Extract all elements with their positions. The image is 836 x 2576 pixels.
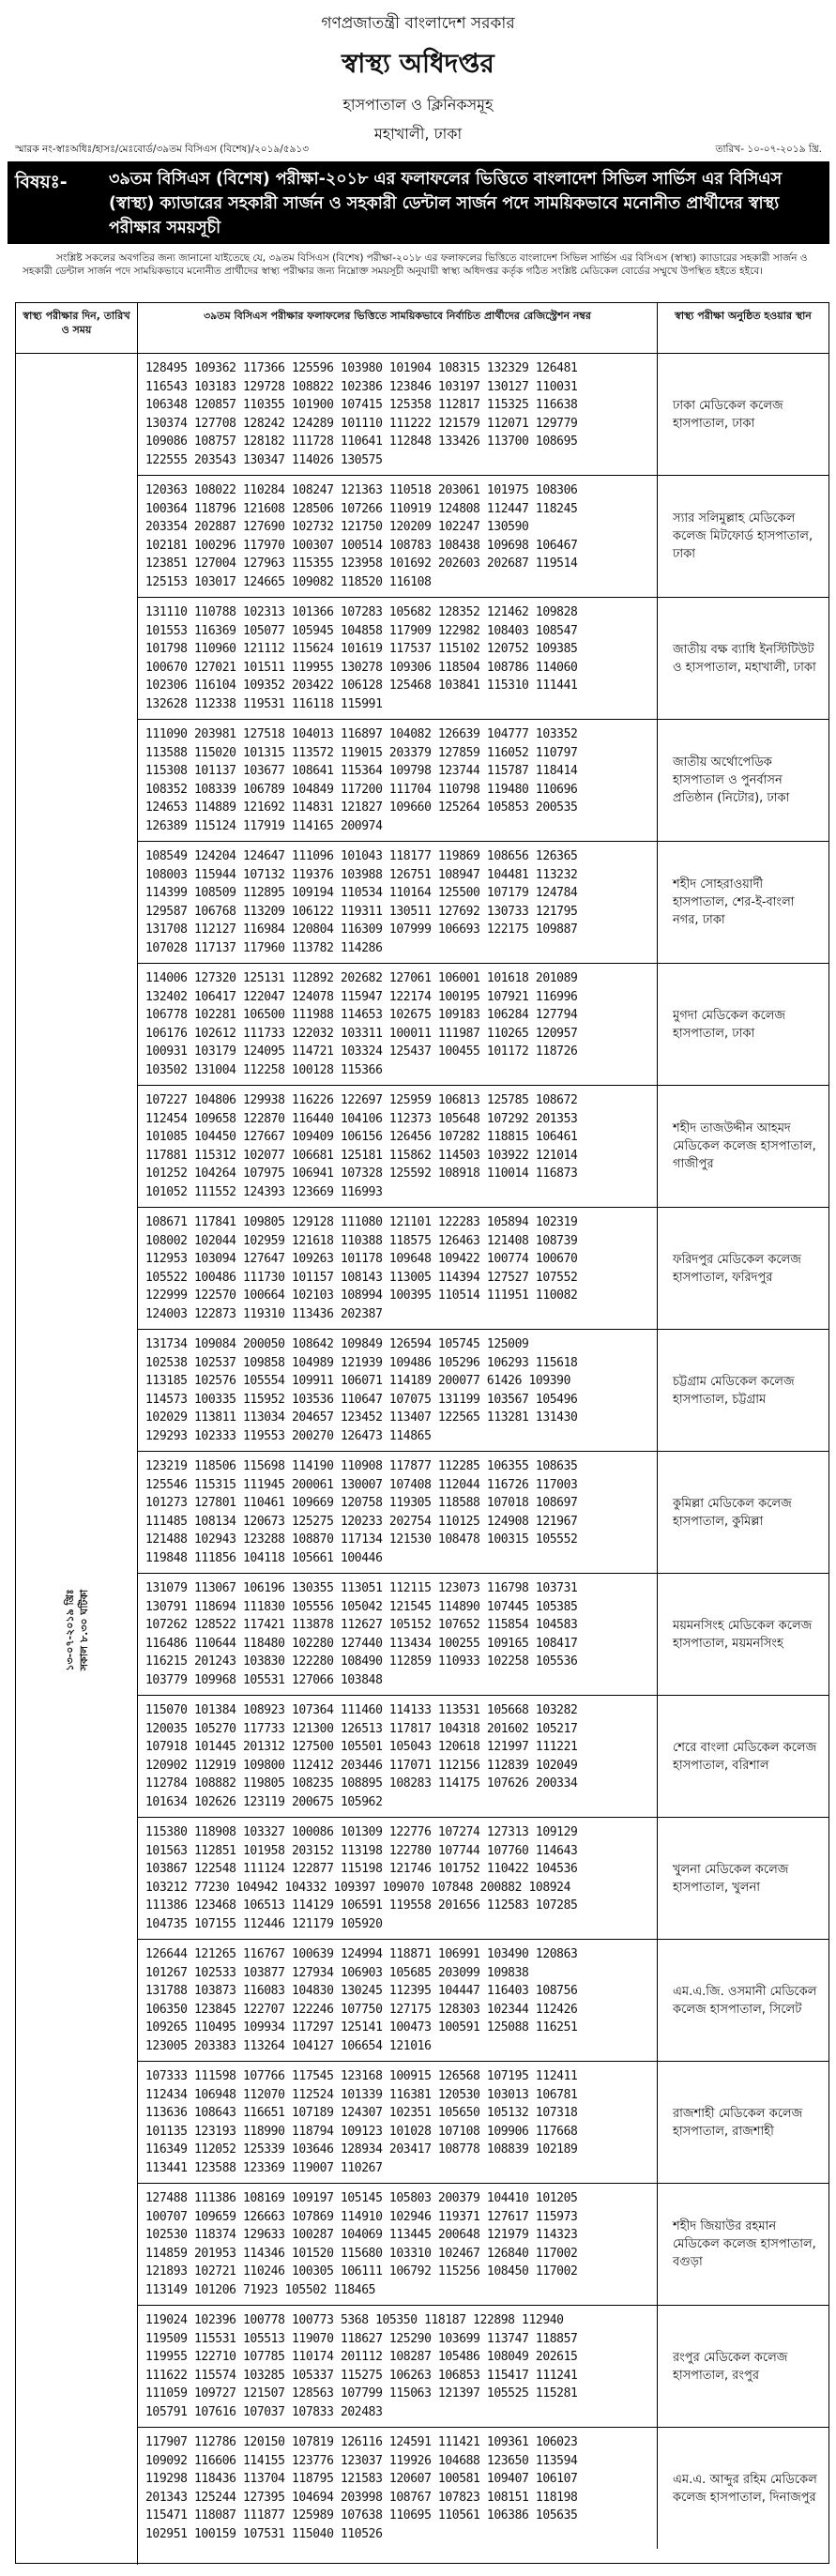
registration-line: 101267 102533 103877 127934 106903 105685 203099 109838: [145, 1965, 529, 1980]
registration-line: 109265 110495 109934 117297 125141 100473 100591 125088 116251: [145, 2020, 578, 2035]
registration-line: 113636 108643 116651 107189 124307 102351 105650 105132 107318: [145, 2106, 578, 2120]
registration-line: 102538 102537 109858 104989 121939 109486 105296 106293 115618: [145, 1355, 578, 1370]
table-row: [138, 1330, 828, 1452]
registration-line: 120035 105270 117733 121300 126513 117817 104318 201602 105217: [145, 1721, 578, 1736]
registration-line: 101553 116369 105077 105945 104858 117909 122982 108403 108547: [145, 623, 578, 638]
registration-numbers: [138, 2306, 658, 2427]
registration-line: 129293 102333 119553 200270 126473 114865: [145, 1428, 432, 1443]
document-header: [0, 0, 836, 150]
registration-numbers: [138, 1330, 658, 1451]
registration-line: 117881 115312 102077 106681 125181 115862 114503 103922 121014: [145, 1148, 578, 1163]
exam-venue: রংপুর মেডিকেল কলেজ হাসপাতাল, রংপুর: [673, 2350, 788, 2383]
registration-numbers: [138, 1208, 658, 1329]
table-row: [138, 1696, 828, 1818]
registration-line: 126644 121265 116767 100639 124994 118871 106991 103490 120863: [145, 1947, 578, 1961]
registration-line: 104735 107155 112446 121179 105920: [145, 1916, 383, 1931]
registration-line: 119024 102396 100778 100773 5368 105350 118187 122898 112940: [145, 2313, 564, 2327]
registration-line: 130374 127708 128242 124289 101110 111222 121579 112071 129779: [145, 416, 578, 431]
registration-line: 119298 118436 113704 118795 121583 120607 100581 109407 106107: [145, 2472, 578, 2486]
memo-row: [15, 141, 822, 160]
table-row: [138, 1086, 828, 1208]
registration-line: 103502 131004 112258 100128 115366: [145, 1062, 383, 1077]
registration-line: 131708 112127 116984 120804 116309 107999 106693 122175 109887: [145, 922, 578, 937]
exam-venue: খুলনা মেডিকেল কলেজ হাসপাতাল, খুলনা: [673, 1862, 789, 1895]
exam-venue: ফরিদপুর মেডিকেল কলেজ হাসপাতাল, ফরিদপুর: [673, 1252, 801, 1285]
registration-line: 122555 203543 130347 114026 130575: [145, 452, 383, 467]
subject-label: বিষয়ঃ-: [15, 172, 68, 192]
registration-line: 113588 115020 101315 113572 119015 203379 127859 116052 110797: [145, 745, 578, 760]
registration-line: 108549 124204 124647 111096 101043 118177 119869 108656 126365: [145, 849, 578, 863]
registration-line: 119509 115531 105513 119070 118627 125290 103699 113747 118857: [145, 2331, 578, 2346]
registration-line: 109092 116606 114155 123776 123037 119926 104688 123650 113594: [145, 2453, 578, 2468]
registration-line: 122999 122570 100664 102103 108994 100395 110514 111951 110082: [145, 1288, 578, 1303]
registration-line: 100707 109659 126663 107869 114910 102946 119371 127617 115973: [145, 2209, 578, 2224]
table-row: [138, 1940, 828, 2062]
registration-line: 112454 109658 122870 116440 104106 112373 105648 107292 201353: [145, 1111, 578, 1126]
exam-venue: শেরে বাংলা মেডিকেল কলেজ হাসপাতাল, বরিশাল: [673, 1740, 817, 1773]
registration-line: 102029 113811 113034 204657 123452 113407 122565 113281 131430: [145, 1410, 578, 1425]
registration-numbers: [138, 720, 658, 841]
registration-line: 108002 102044 102959 121618 110388 118575 126463 121408 108739: [145, 1233, 578, 1248]
registration-line: 111386 123468 106513 114129 106591 119558 201656 112583 107285: [145, 1898, 578, 1913]
division-name: হাসপাতাল ও ক্লিনিকসমূহ: [342, 96, 494, 114]
registration-line: 116486 110644 118480 102280 127440 113434 100255 109165 108417: [145, 1636, 578, 1651]
registration-line: 113185 102576 105554 109911 106071 114189 200077 61426 109390: [145, 1374, 571, 1388]
registration-numbers: [138, 1086, 658, 1207]
registration-line: 127488 111386 108169 109197 105145 105803 200379 104410 101205: [145, 2191, 578, 2205]
registration-line: 121893 102721 110246 100305 106111 106792 115256 108450 117002: [145, 2264, 578, 2279]
registration-line: 101273 127801 110461 109669 120758 119305 118588 107018 108697: [145, 1496, 578, 1510]
registration-numbers: [138, 1818, 658, 1939]
registration-numbers: [138, 598, 658, 719]
registration-line: 114573 100335 115952 103536 110647 107075 131199 103567 105496: [145, 1392, 578, 1407]
registration-numbers: [138, 1696, 658, 1817]
registration-line: 203354 202887 127690 102732 121750 120209 102247 130590: [145, 520, 529, 534]
exam-time: সকাল ৮.৩০ ঘটিকা: [78, 1589, 90, 1671]
registration-line: 119955 122710 107785 110174 201112 108287 105486 108049 202615: [145, 2350, 578, 2364]
table-row: [138, 2184, 828, 2306]
registration-line: 105522 100486 111730 101157 108143 113005 114394 127527 107552: [145, 1270, 578, 1285]
registration-line: 102951 100159 107531 115040 110526: [145, 2526, 383, 2541]
registration-line: 106176 102612 111733 122032 103311 100011 111987 110265 120957: [145, 1026, 578, 1041]
exam-venue: এম.এ. আব্দুর রহিম মেডিকেল কলেজ হাসপাতাল, দিনাজপুর: [673, 2472, 817, 2505]
registration-line: 114859 201953 114346 101520 115680 103310 102467 126840 117002: [145, 2246, 578, 2261]
header-venue: স্বাস্থ্য পরীক্ষা অনুষ্ঠিত হওয়ার স্থান: [658, 303, 828, 354]
registration-line: 107262 128522 117421 113878 112627 105152 107652 115854 104583: [145, 1618, 578, 1632]
header-registration: ৩৯তম বিসিএস পরীক্ষার ফলাফলের ভিত্তিতে সাময়িকভাবে নির্বাচিত প্রার্থীদের রেজিস্ট্রেশন নম্বর: [138, 303, 658, 354]
registration-line: 120363 108022 110284 108247 121363 110518 203061 101975 108306: [145, 483, 578, 497]
registration-line: 121488 102943 123288 108870 117134 121530 108478 100315 105552: [145, 1532, 578, 1547]
department-name: স্বাস্থ্য অধিদপ্তর: [342, 48, 494, 79]
venue-rows: [138, 354, 828, 2549]
registration-line: 101252 104264 107975 106941 107328 125592 108918 110014 116873: [145, 1166, 578, 1181]
registration-line: 103779 109968 105531 127066 103848: [145, 1672, 383, 1687]
registration-line: 125546 115315 111945 200061 130007 107408 112044 116726 117003: [145, 1477, 578, 1492]
registration-line: 107227 104806 129938 116226 122697 125959 106813 125785 108672: [145, 1093, 578, 1107]
registration-line: 124003 122873 119310 113436 202387: [145, 1306, 383, 1321]
table-row: [138, 1452, 828, 1574]
table-row: [138, 354, 828, 476]
government-name: গণপ্রজাতন্ত্রী বাংলাদেশ সরকার: [321, 14, 515, 33]
registration-line: 201343 125244 127395 104694 203998 108767 107823 108151 118198: [145, 2490, 578, 2505]
registration-line: 129587 106768 113209 106122 119311 130511 127692 130733 121795: [145, 904, 578, 919]
registration-line: 107918 101445 201312 127500 105501 105043 120618 121997 111221: [145, 1740, 578, 1754]
registration-line: 126389 115124 117919 114165 200974: [145, 818, 383, 833]
table-row: [138, 1818, 828, 1940]
exam-venue: কুমিল্লা মেডিকেল কলেজ হাসপাতাল, কুমিল্লা: [673, 1496, 792, 1529]
exam-venue: চট্টগ্রাম মেডিকেল কলেজ হাসপাতাল, চট্টগ্রাম: [673, 1374, 795, 1407]
registration-line: 108003 115944 107132 119376 103988 126751 108947 104481 113232: [145, 867, 578, 882]
registration-numbers: [138, 476, 658, 597]
table-row: [138, 720, 828, 842]
registration-line: 106350 123845 122707 122246 107750 127175 128303 102344 112426: [145, 2002, 578, 2017]
registration-line: 115308 101137 103677 108641 115364 109798 123744 115787 118414: [145, 764, 578, 778]
registration-line: 100670 127021 101511 119955 130278 109306 118504 108786 114060: [145, 660, 578, 675]
registration-line: 113441 123588 123369 119007 110267: [145, 2160, 383, 2175]
registration-line: 115471 118087 111877 125989 107638 110695 110561 106386 105635: [145, 2508, 578, 2523]
exam-venue: জাতীয় বক্ষ ব্যাধি ইনস্টিটিউট ও হাসপাতাল, মহাখালী, ঢাকা: [673, 642, 816, 675]
registration-line: 128495 109362 117366 125596 103980 101904 108315 132329 126481: [145, 361, 578, 375]
registration-line: 116543 103183 129728 108822 102386 123846 103197 130127 110031: [145, 379, 578, 394]
header-date: স্বাস্থ্য পরীক্ষার দিন, তারিখ ও সময়: [16, 303, 138, 354]
registration-line: 108352 108339 106789 104849 117200 111704 110798 119480 110696: [145, 782, 578, 797]
table-row: [138, 2062, 828, 2184]
intro-paragraph: সংশ্লিষ্ট সকলের অবগতির জন্য জানানো যাইতেছে যে, ৩৯তম বিসিএস (বিশেষ) পরীক্ষা-২০১৮ এর ফলাফলের ভিত্তিতে বাংলাদেশ সিভিল সার্ভিস এর বিসিএস (স্বাস্থ্য) ক্যাডারের সহকারী সার্জন ও সহকারী ডেন্টাল সার্জন পদে সাময়িকভাবে মনোনীত প্রার্থীদের স্বাস্থ্য পরীক্ষার জন্য নিম্নোক্ত সময়সূচী অনুযায়ী স্বাস্থ্য অধিদপ্তর কর্তৃক গঠিত সংশ্লিষ্ট মেডিকেল বোর্ডের সম্মুখে উপস্থিত হইতে হইবে।: [23, 252, 808, 277]
registration-line: 101085 104450 127667 109409 106156 126456 107282 118815 106461: [145, 1130, 578, 1144]
registration-line: 106348 120857 110355 101900 107415 125358 112817 115325 116638: [145, 398, 578, 412]
registration-line: 131734 109084 200050 108642 109849 126594 105745 125009: [145, 1337, 529, 1351]
registration-line: 112953 103094 127647 109263 101178 109648 109422 100774 100670: [145, 1252, 578, 1266]
subject-text: ৩৯তম বিসিএস (বিশেষ) পরীক্ষা-২০১৮ এর ফলাফলের ভিত্তিতে বাংলাদেশ সিভিল সার্ভিস এর বিসিএস (স্বাস্থ্য) ক্যাডারের সহকারী সার্জন ও সহকারী ডেন্টাল সার্জন পদে সাময়িকভাবে মনোনীত প্রার্থীদের স্বাস্থ্য পরীক্ষার সময়সূচী: [109, 170, 783, 237]
registration-line: 108671 117841 109805 129128 111080 121101 122283 105894 102319: [145, 1215, 578, 1229]
registration-line: 131079 113067 106196 130355 113051 112115 123073 116798 103731: [145, 1581, 578, 1595]
registration-line: 111059 109727 121507 128563 107799 115063 121397 105525 115281: [145, 2386, 578, 2401]
registration-numbers: [138, 842, 658, 963]
registration-line: 119848 111856 104118 105661 100446: [145, 1550, 383, 1565]
registration-line: 106778 102281 106500 111988 114653 102675 109183 106284 127794: [145, 1008, 578, 1022]
memo-reference: স্মারক নং-স্বাঃঅধিঃ/হাসঃ/মেঃবোর্ড/৩৯তম বিসিএস (বিশেষ)/২০১৯/৫৯১৩: [15, 144, 310, 155]
registration-line: 113149 101206 71923 105502 118465: [145, 2282, 376, 2297]
registration-line: 112784 108882 119805 108235 108895 108283 114175 107626 200334: [145, 1776, 578, 1791]
table-row: [138, 842, 828, 964]
table-row: [138, 2428, 828, 2549]
exam-venue: শহীদ তাজউদ্দীন আহমদ মেডিকেল কলেজ হাসপাতাল, গাজীপুর: [673, 1121, 816, 1171]
registration-line: 105791 107616 107037 107833 202483: [145, 2404, 383, 2419]
registration-line: 114006 127320 125131 112892 202682 127061 106001 101618 201089: [145, 971, 578, 985]
registration-line: 109086 108757 128182 111728 110641 112848 133426 113700 108695: [145, 434, 578, 449]
registration-line: 103867 122548 111124 122877 115198 121746 101752 110422 104536: [145, 1862, 578, 1876]
exam-venue: মুগদা মেডিকেল কলেজ হাসপাতাল, ঢাকা: [673, 1008, 786, 1041]
registration-line: 111485 108134 120673 125275 120233 202754 110125 124908 121967: [145, 1514, 578, 1529]
registration-line: 100931 103179 124095 114721 103324 125437 100455 101172 118726: [145, 1044, 578, 1059]
registration-line: 120902 112919 109800 112412 203446 117071 112156 112839 102049: [145, 1758, 578, 1773]
registration-line: 131788 103873 116083 104830 130245 112395 104447 116403 108756: [145, 1984, 578, 1998]
registration-line: 125153 103017 124665 109082 118520 116108: [145, 574, 432, 589]
registration-line: 114399 108509 112895 109194 110534 110164 125500 107179 124784: [145, 886, 578, 900]
memo-date: তারিখ- ১০-০৭-২০১৯ খ্রি.: [715, 144, 822, 155]
registration-line: 115380 118908 103327 100086 101309 122776 107274 127313 109129: [145, 1825, 578, 1839]
registration-numbers: [138, 2428, 658, 2549]
registration-numbers: [138, 354, 658, 475]
registration-line: 130791 118694 111830 105556 105042 121545 114890 107445 105385: [145, 1599, 578, 1614]
registration-line: 111090 203981 127518 104013 116897 104082 126639 104777 103352: [145, 727, 578, 741]
registration-line: 102306 116104 109352 203422 106128 125468 103841 115310 111441: [145, 678, 578, 693]
registration-line: 100364 118796 121608 128506 107266 110919 124808 112447 118245: [145, 501, 578, 516]
registration-line: 123851 127004 127963 115355 123958 101692 202603 202687 119514: [145, 556, 578, 571]
registration-numbers: [138, 2062, 658, 2183]
registration-line: 102181 100296 117970 100307 100514 108783 108438 109698 106467: [145, 538, 578, 553]
registration-numbers: [138, 1574, 658, 1695]
registration-numbers: [138, 1452, 658, 1573]
registration-line: 117907 112786 120150 107819 126116 124591 111421 109361 106023: [145, 2435, 578, 2449]
registration-line: 103212 77230 104942 104332 109397 109070 107848 200882 108924: [145, 1880, 571, 1895]
exam-venue: শহীদ সোহরাওয়ার্দী হাসপাতাল, শের-ই-বাংলা নগর, ঢাকা: [673, 877, 795, 927]
registration-line: 123005 203383 113264 104127 106654 121016: [145, 2038, 432, 2053]
subject-banner: [8, 161, 829, 244]
registration-line: 132628 112338 119531 116118 115991: [145, 696, 383, 711]
exam-venue: জাতীয় অর্থোপেডিক হাসপাতাল ও পুনর্বাসন প্রতিষ্ঠান (নিটোর), ঢাকা: [673, 755, 790, 805]
table-row: [138, 598, 828, 720]
registration-line: 101135 123193 118990 118794 109123 101028 107108 109906 117668: [145, 2124, 578, 2139]
registration-numbers: [138, 964, 658, 1085]
exam-venue: ঢাকা মেডিকেল কলেজ হাসপাতাল, ঢাকা: [673, 398, 783, 431]
registration-line: 123219 118506 115698 114190 110908 117877 112285 106355 108635: [145, 1459, 578, 1473]
registration-line: 107028 117137 117960 113782 114286: [145, 940, 383, 955]
registration-line: 111622 115574 103285 105337 115275 106263 106853 115417 111241: [145, 2368, 578, 2383]
table-row: [138, 964, 828, 1086]
exam-venue: এম.এ.জি. ওসমানী মেডিকেল কলেজ হাসপাতাল, সিলেট: [673, 1984, 817, 2017]
registration-line: 101563 112851 101958 203152 113198 122780 107744 107760 114643: [145, 1843, 578, 1858]
registration-line: 101052 111552 124393 123669 116993: [145, 1184, 383, 1199]
table-row: [138, 1574, 828, 1696]
registration-line: 112434 106948 112070 112524 101339 116381 120530 103013 106781: [145, 2087, 578, 2102]
registration-line: 131110 110788 102313 101366 107283 105682 128352 121462 109828: [145, 605, 578, 619]
registration-line: 115070 101384 108923 107364 111460 114133 113531 105668 103282: [145, 1703, 578, 1717]
table-row: [138, 2306, 828, 2428]
registration-line: 107333 111598 107766 117545 123168 100915 126568 107195 112411: [145, 2069, 578, 2083]
registration-line: 116215 201243 103830 122280 108490 112859 110933 102258 105536: [145, 1654, 578, 1669]
exam-date: ১৩-০৭-২০১৯ খ্রিঃ: [64, 1589, 76, 1671]
exam-venue: স্যার সলিমুল্লাহ মেডিকেল কলেজ মিটফোর্ড হাসপাতাল, ঢাকা: [673, 511, 813, 561]
table-row: [138, 476, 828, 598]
date-column: [16, 354, 138, 2565]
registration-numbers: [138, 2184, 658, 2305]
registration-line: 124653 114889 121692 114831 121827 109660 125264 105853 200535: [145, 800, 578, 815]
exam-venue: শহীদ জিয়াউর রহমান মেডিকেল কলেজ হাসপাতাল, বগুড়া: [673, 2219, 816, 2269]
registration-line: 116349 112052 125339 103646 128934 203417 108778 108839 102189: [145, 2142, 578, 2157]
registration-line: 101634 102626 123119 200675 105962: [145, 1794, 383, 1809]
exam-venue: রাজশাহী মেডিকেল কলেজ হাসপাতাল, রাজশাহী: [673, 2106, 803, 2139]
registration-numbers: [138, 1940, 658, 2061]
registration-line: 132402 106417 122047 124078 115947 122174 100195 107921 116996: [145, 989, 578, 1004]
exam-date-time: [63, 1589, 91, 1670]
office-location: মহাখালী, ঢাকা: [373, 125, 463, 143]
table-row: [138, 1208, 828, 1330]
schedule-table: [15, 302, 829, 2564]
registration-line: 102530 118374 129633 100287 104069 113445 200648 121979 114323: [145, 2228, 578, 2242]
exam-venue: ময়মনসিংহ মেডিকেল কলেজ হাসপাতাল, ময়মনসিংহ: [673, 1618, 813, 1651]
registration-line: 101798 110960 121112 115624 101619 117537 115102 120752 109385: [145, 642, 578, 656]
